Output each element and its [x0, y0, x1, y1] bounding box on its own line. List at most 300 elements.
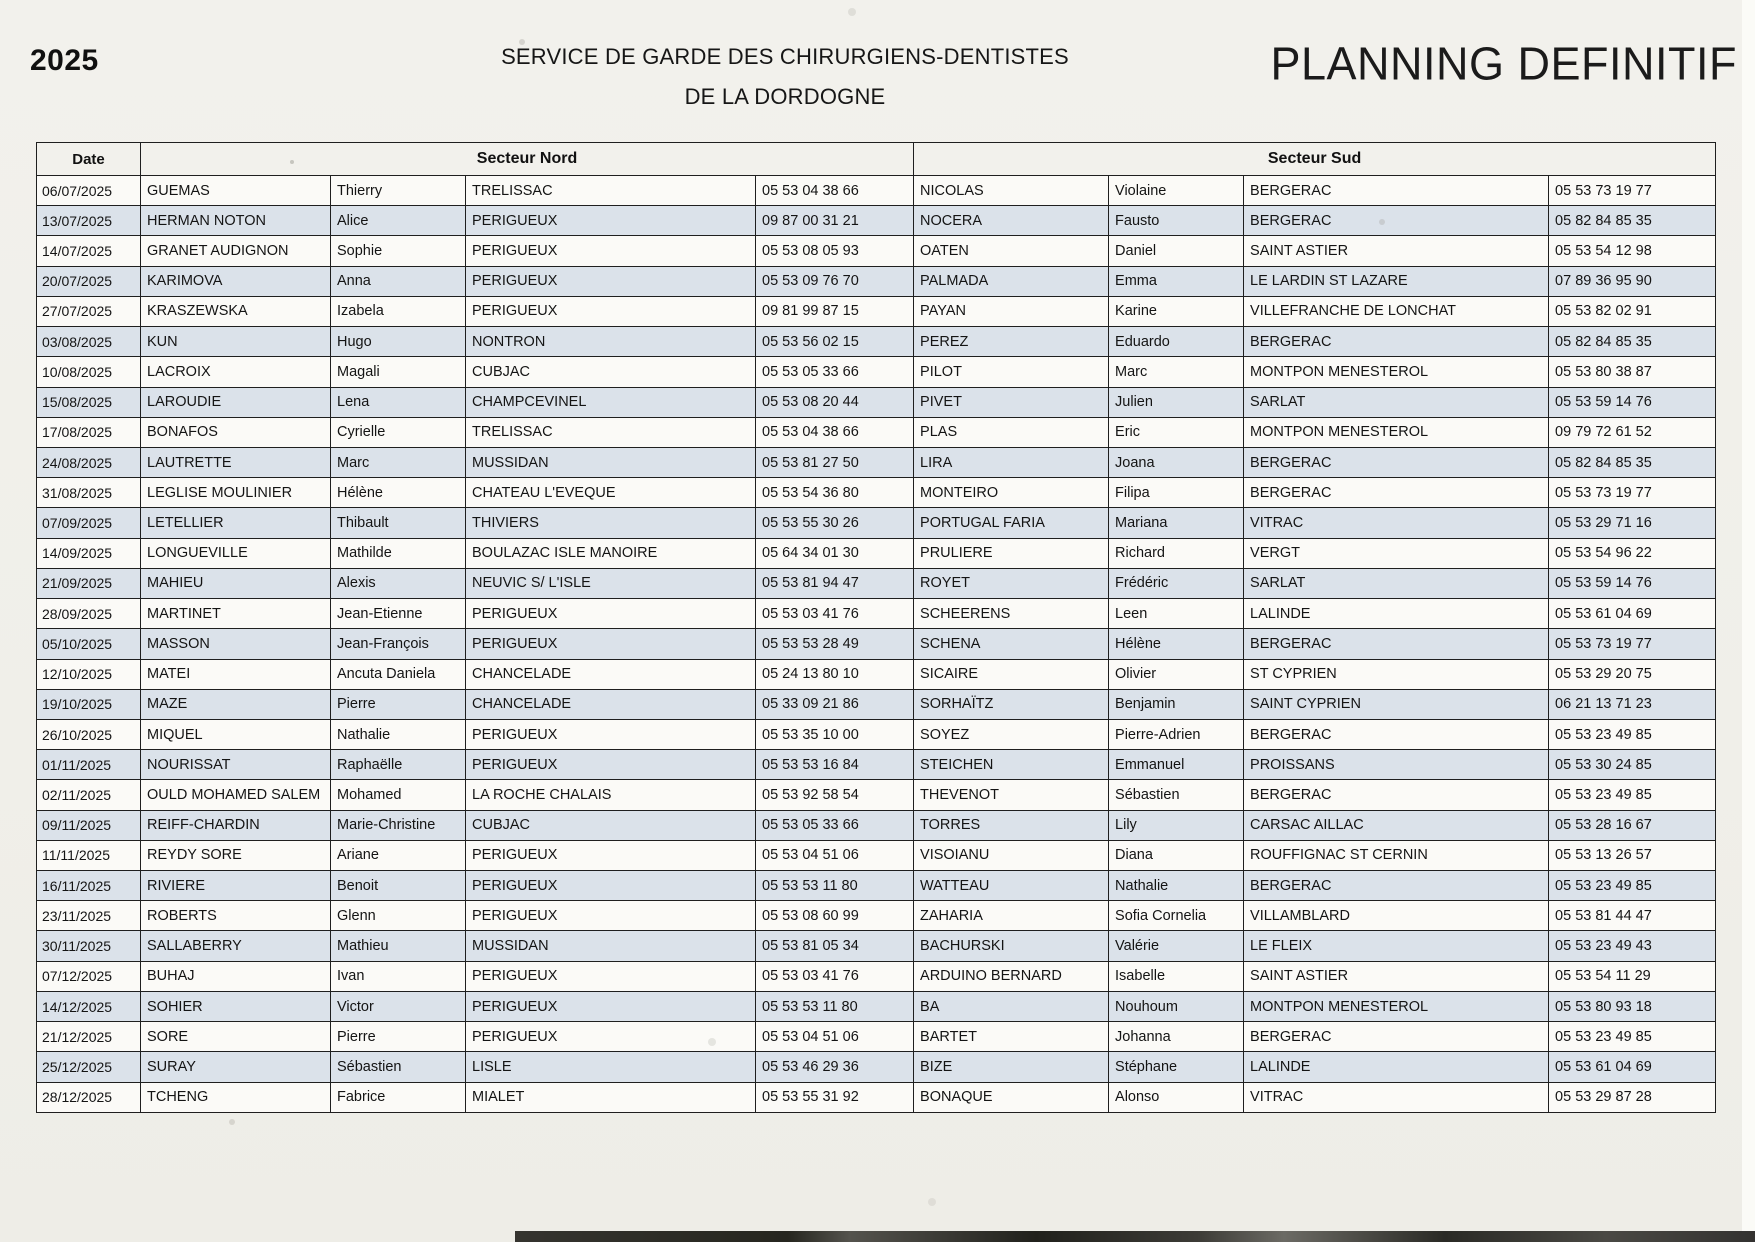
nord-phone-cell: 05 53 53 16 84	[756, 750, 914, 780]
nord-firstname-cell: Mohamed	[331, 780, 466, 810]
table-row	[37, 1022, 1716, 1052]
sud-city-cell: BERGERAC	[1244, 780, 1549, 810]
table-row	[37, 1082, 1716, 1112]
sud-name-cell: PIVET	[914, 387, 1109, 417]
sud-firstname-cell: Eric	[1109, 417, 1244, 447]
nord-firstname-cell: Raphaëlle	[331, 750, 466, 780]
nord-phone-cell: 05 24 13 80 10	[756, 659, 914, 689]
date-cell: 11/11/2025	[37, 840, 141, 870]
sud-phone-cell: 07 89 36 95 90	[1549, 266, 1716, 296]
nord-firstname-cell: Jean-Etienne	[331, 599, 466, 629]
sud-city-cell: MONTPON MENESTEROL	[1244, 417, 1549, 447]
sud-phone-cell: 05 53 13 26 57	[1549, 840, 1716, 870]
sud-name-cell: BARTET	[914, 1022, 1109, 1052]
sud-firstname-cell: Frédéric	[1109, 568, 1244, 598]
table-row	[37, 961, 1716, 991]
sud-city-cell: CARSAC AILLAC	[1244, 810, 1549, 840]
nord-name-cell: BUHAJ	[141, 961, 331, 991]
date-cell: 24/08/2025	[37, 447, 141, 477]
nord-firstname-cell: Lena	[331, 387, 466, 417]
nord-city-cell: PERIGUEUX	[466, 1022, 756, 1052]
table-row	[37, 417, 1716, 447]
sud-city-cell: LALINDE	[1244, 599, 1549, 629]
nord-name-cell: MARTINET	[141, 599, 331, 629]
sud-phone-cell: 05 53 54 96 22	[1549, 538, 1716, 568]
year-label: 2025	[30, 44, 99, 77]
sud-name-cell: PLAS	[914, 417, 1109, 447]
sud-city-cell: VITRAC	[1244, 508, 1549, 538]
sud-city-cell: LALINDE	[1244, 1052, 1549, 1082]
table-header-row	[37, 143, 1716, 176]
date-cell: 09/11/2025	[37, 810, 141, 840]
nord-firstname-cell: Thierry	[331, 176, 466, 206]
nord-firstname-cell: Pierre	[331, 689, 466, 719]
date-cell: 27/07/2025	[37, 296, 141, 326]
nord-firstname-cell: Pierre	[331, 1022, 466, 1052]
table-row	[37, 176, 1716, 206]
nord-name-cell: SORE	[141, 1022, 331, 1052]
sud-firstname-cell: Valérie	[1109, 931, 1244, 961]
nord-name-cell: SALLABERRY	[141, 931, 331, 961]
sud-name-cell: PALMADA	[914, 266, 1109, 296]
nord-name-cell: ROBERTS	[141, 901, 331, 931]
sud-city-cell: SAINT CYPRIEN	[1244, 689, 1549, 719]
nord-name-cell: KRASZEWSKA	[141, 296, 331, 326]
nord-name-cell: RIVIERE	[141, 871, 331, 901]
nord-phone-cell: 05 64 34 01 30	[756, 538, 914, 568]
sud-city-cell: PROISSANS	[1244, 750, 1549, 780]
nord-firstname-cell: Thibault	[331, 508, 466, 538]
planning-definitif-label: PLANNING DEFINITIF	[1270, 36, 1737, 90]
nord-name-cell: SOHIER	[141, 991, 331, 1021]
sud-name-cell: LIRA	[914, 447, 1109, 477]
sud-firstname-cell: Olivier	[1109, 659, 1244, 689]
nord-firstname-cell: Jean-François	[331, 629, 466, 659]
date-cell: 01/11/2025	[37, 750, 141, 780]
nord-city-cell: BOULAZAC ISLE MANOIRE	[466, 538, 756, 568]
sud-city-cell: BERGERAC	[1244, 447, 1549, 477]
nord-name-cell: GRANET AUDIGNON	[141, 236, 331, 266]
nord-city-cell: MIALET	[466, 1082, 756, 1112]
sud-city-cell: BERGERAC	[1244, 719, 1549, 749]
nord-city-cell: PERIGUEUX	[466, 236, 756, 266]
nord-city-cell: PERIGUEUX	[466, 961, 756, 991]
nord-phone-cell: 05 53 55 31 92	[756, 1082, 914, 1112]
nord-name-cell: LACROIX	[141, 357, 331, 387]
sud-city-cell: BERGERAC	[1244, 1022, 1549, 1052]
nord-name-cell: KUN	[141, 327, 331, 357]
sud-city-cell: MONTPON MENESTEROL	[1244, 357, 1549, 387]
nord-phone-cell: 05 53 54 36 80	[756, 478, 914, 508]
sud-name-cell: ARDUINO BERNARD	[914, 961, 1109, 991]
nord-city-cell: LA ROCHE CHALAIS	[466, 780, 756, 810]
date-cell: 13/07/2025	[37, 206, 141, 236]
column-header-secteur-nord: Secteur Nord	[141, 143, 914, 176]
sud-firstname-cell: Eduardo	[1109, 327, 1244, 357]
nord-city-cell: NONTRON	[466, 327, 756, 357]
nord-city-cell: THIVIERS	[466, 508, 756, 538]
sud-city-cell: VILLAMBLARD	[1244, 901, 1549, 931]
nord-phone-cell: 05 53 81 94 47	[756, 568, 914, 598]
table-row	[37, 508, 1716, 538]
sud-city-cell: BERGERAC	[1244, 871, 1549, 901]
sud-firstname-cell: Joana	[1109, 447, 1244, 477]
sud-name-cell: NICOLAS	[914, 176, 1109, 206]
scan-noise	[290, 160, 294, 164]
nord-firstname-cell: Ivan	[331, 961, 466, 991]
sud-firstname-cell: Stéphane	[1109, 1052, 1244, 1082]
date-cell: 02/11/2025	[37, 780, 141, 810]
nord-city-cell: PERIGUEUX	[466, 840, 756, 870]
sud-phone-cell: 05 82 84 85 35	[1549, 327, 1716, 357]
nord-city-cell: CUBJAC	[466, 810, 756, 840]
sud-name-cell: BA	[914, 991, 1109, 1021]
sud-city-cell: SARLAT	[1244, 387, 1549, 417]
table-row	[37, 689, 1716, 719]
sud-name-cell: PAYAN	[914, 296, 1109, 326]
sud-phone-cell: 05 53 59 14 76	[1549, 387, 1716, 417]
nord-city-cell: PERIGUEUX	[466, 750, 756, 780]
sud-name-cell: PILOT	[914, 357, 1109, 387]
nord-city-cell: CHAMPCEVINEL	[466, 387, 756, 417]
nord-firstname-cell: Victor	[331, 991, 466, 1021]
table-row	[37, 357, 1716, 387]
nord-city-cell: PERIGUEUX	[466, 719, 756, 749]
table-row	[37, 991, 1716, 1021]
sud-city-cell: SARLAT	[1244, 568, 1549, 598]
sud-firstname-cell: Marc	[1109, 357, 1244, 387]
sud-firstname-cell: Sébastien	[1109, 780, 1244, 810]
column-header-secteur-sud: Secteur Sud	[914, 143, 1716, 176]
nord-name-cell: SURAY	[141, 1052, 331, 1082]
nord-name-cell: LAROUDIE	[141, 387, 331, 417]
nord-firstname-cell: Ancuta Daniela	[331, 659, 466, 689]
nord-city-cell: PERIGUEUX	[466, 901, 756, 931]
sud-firstname-cell: Benjamin	[1109, 689, 1244, 719]
nord-firstname-cell: Hugo	[331, 327, 466, 357]
table-row	[37, 296, 1716, 326]
sud-name-cell: SCHEERENS	[914, 599, 1109, 629]
sud-phone-cell: 05 53 61 04 69	[1549, 599, 1716, 629]
nord-phone-cell: 09 81 99 87 15	[756, 296, 914, 326]
nord-city-cell: PERIGUEUX	[466, 629, 756, 659]
table-row	[37, 206, 1716, 236]
nord-name-cell: GUEMAS	[141, 176, 331, 206]
nord-firstname-cell: Sébastien	[331, 1052, 466, 1082]
nord-phone-cell: 05 53 35 10 00	[756, 719, 914, 749]
sud-firstname-cell: Nathalie	[1109, 871, 1244, 901]
sud-phone-cell: 05 53 81 44 47	[1549, 901, 1716, 931]
sud-firstname-cell: Alonso	[1109, 1082, 1244, 1112]
sud-city-cell: BERGERAC	[1244, 206, 1549, 236]
sud-name-cell: SCHENA	[914, 629, 1109, 659]
sud-phone-cell: 05 53 23 49 85	[1549, 871, 1716, 901]
sud-firstname-cell: Isabelle	[1109, 961, 1244, 991]
nord-phone-cell: 05 53 09 76 70	[756, 266, 914, 296]
nord-city-cell: PERIGUEUX	[466, 991, 756, 1021]
sud-name-cell: ROYET	[914, 568, 1109, 598]
nord-city-cell: TRELISSAC	[466, 176, 756, 206]
table-row	[37, 629, 1716, 659]
nord-phone-cell: 05 53 03 41 76	[756, 961, 914, 991]
date-cell: 17/08/2025	[37, 417, 141, 447]
nord-firstname-cell: Mathilde	[331, 538, 466, 568]
nord-city-cell: PERIGUEUX	[466, 206, 756, 236]
scan-artifact-band	[515, 1231, 1755, 1242]
sud-city-cell: SAINT ASTIER	[1244, 961, 1549, 991]
nord-firstname-cell: Marie-Christine	[331, 810, 466, 840]
date-cell: 28/09/2025	[37, 599, 141, 629]
nord-name-cell: LAUTRETTE	[141, 447, 331, 477]
sud-phone-cell: 05 53 73 19 77	[1549, 478, 1716, 508]
nord-firstname-cell: Anna	[331, 266, 466, 296]
sud-firstname-cell: Johanna	[1109, 1022, 1244, 1052]
sud-name-cell: PEREZ	[914, 327, 1109, 357]
table-row	[37, 901, 1716, 931]
sud-phone-cell: 05 53 23 49 43	[1549, 931, 1716, 961]
nord-name-cell: REIFF-CHARDIN	[141, 810, 331, 840]
nord-name-cell: LEGLISE MOULINIER	[141, 478, 331, 508]
nord-phone-cell: 05 53 04 51 06	[756, 840, 914, 870]
sud-phone-cell: 05 53 54 12 98	[1549, 236, 1716, 266]
sud-name-cell: BONAQUE	[914, 1082, 1109, 1112]
table-row	[37, 236, 1716, 266]
sud-name-cell: BIZE	[914, 1052, 1109, 1082]
sud-name-cell: STEICHEN	[914, 750, 1109, 780]
on-call-schedule-table	[36, 142, 1716, 1113]
sud-phone-cell: 05 53 29 20 75	[1549, 659, 1716, 689]
sud-city-cell: BERGERAC	[1244, 327, 1549, 357]
sud-name-cell: PRULIERE	[914, 538, 1109, 568]
sud-city-cell: VILLEFRANCHE DE LONCHAT	[1244, 296, 1549, 326]
nord-phone-cell: 05 53 08 05 93	[756, 236, 914, 266]
sud-name-cell: WATTEAU	[914, 871, 1109, 901]
sud-firstname-cell: Daniel	[1109, 236, 1244, 266]
nord-firstname-cell: Mathieu	[331, 931, 466, 961]
sud-firstname-cell: Violaine	[1109, 176, 1244, 206]
sud-city-cell: LE LARDIN ST LAZARE	[1244, 266, 1549, 296]
sud-phone-cell: 05 53 29 71 16	[1549, 508, 1716, 538]
date-cell: 14/12/2025	[37, 991, 141, 1021]
nord-phone-cell: 05 53 81 27 50	[756, 447, 914, 477]
sud-name-cell: NOCERA	[914, 206, 1109, 236]
sud-phone-cell: 05 53 80 38 87	[1549, 357, 1716, 387]
sud-firstname-cell: Diana	[1109, 840, 1244, 870]
nord-name-cell: MAZE	[141, 689, 331, 719]
date-cell: 25/12/2025	[37, 1052, 141, 1082]
nord-phone-cell: 05 53 04 38 66	[756, 417, 914, 447]
nord-city-cell: LISLE	[466, 1052, 756, 1082]
date-cell: 07/09/2025	[37, 508, 141, 538]
date-cell: 03/08/2025	[37, 327, 141, 357]
sud-firstname-cell: Nouhoum	[1109, 991, 1244, 1021]
nord-city-cell: MUSSIDAN	[466, 931, 756, 961]
sud-firstname-cell: Filipa	[1109, 478, 1244, 508]
sud-city-cell: MONTPON MENESTEROL	[1244, 991, 1549, 1021]
nord-city-cell: CHANCELADE	[466, 659, 756, 689]
sud-firstname-cell: Mariana	[1109, 508, 1244, 538]
sud-phone-cell: 05 53 73 19 77	[1549, 629, 1716, 659]
date-cell: 23/11/2025	[37, 901, 141, 931]
table-row	[37, 840, 1716, 870]
table-row	[37, 780, 1716, 810]
sud-name-cell: OATEN	[914, 236, 1109, 266]
nord-phone-cell: 05 53 04 51 06	[756, 1022, 914, 1052]
date-cell: 26/10/2025	[37, 719, 141, 749]
date-cell: 28/12/2025	[37, 1082, 141, 1112]
sud-firstname-cell: Hélène	[1109, 629, 1244, 659]
sud-city-cell: BERGERAC	[1244, 478, 1549, 508]
nord-city-cell: TRELISSAC	[466, 417, 756, 447]
table-row	[37, 750, 1716, 780]
scan-paper-edge	[1742, 0, 1755, 1242]
nord-firstname-cell: Nathalie	[331, 719, 466, 749]
table-row	[37, 327, 1716, 357]
nord-firstname-cell: Benoit	[331, 871, 466, 901]
nord-phone-cell: 05 53 08 60 99	[756, 901, 914, 931]
sud-name-cell: TORRES	[914, 810, 1109, 840]
sud-phone-cell: 05 82 84 85 35	[1549, 447, 1716, 477]
sud-phone-cell: 05 53 54 11 29	[1549, 961, 1716, 991]
sud-phone-cell: 05 53 23 49 85	[1549, 1022, 1716, 1052]
nord-name-cell: MAHIEU	[141, 568, 331, 598]
table-row	[37, 266, 1716, 296]
nord-firstname-cell: Hélène	[331, 478, 466, 508]
nord-firstname-cell: Alexis	[331, 568, 466, 598]
sud-name-cell: BACHURSKI	[914, 931, 1109, 961]
nord-phone-cell: 05 53 56 02 15	[756, 327, 914, 357]
table-row	[37, 568, 1716, 598]
date-cell: 10/08/2025	[37, 357, 141, 387]
nord-phone-cell: 05 33 09 21 86	[756, 689, 914, 719]
nord-phone-cell: 05 53 05 33 66	[756, 357, 914, 387]
date-cell: 31/08/2025	[37, 478, 141, 508]
nord-city-cell: MUSSIDAN	[466, 447, 756, 477]
date-cell: 19/10/2025	[37, 689, 141, 719]
table-row	[37, 478, 1716, 508]
nord-city-cell: PERIGUEUX	[466, 296, 756, 326]
sud-phone-cell: 05 53 23 49 85	[1549, 719, 1716, 749]
sud-name-cell: PORTUGAL FARIA	[914, 508, 1109, 538]
sud-city-cell: LE FLEIX	[1244, 931, 1549, 961]
sud-phone-cell: 05 53 59 14 76	[1549, 568, 1716, 598]
sud-phone-cell: 05 53 30 24 85	[1549, 750, 1716, 780]
sud-phone-cell: 05 53 23 49 85	[1549, 780, 1716, 810]
nord-name-cell: NOURISSAT	[141, 750, 331, 780]
nord-city-cell: CUBJAC	[466, 357, 756, 387]
table-row	[37, 387, 1716, 417]
date-cell: 21/09/2025	[37, 568, 141, 598]
nord-firstname-cell: Sophie	[331, 236, 466, 266]
nord-phone-cell: 05 53 53 28 49	[756, 629, 914, 659]
sud-firstname-cell: Pierre-Adrien	[1109, 719, 1244, 749]
nord-phone-cell: 05 53 46 29 36	[756, 1052, 914, 1082]
table-row	[37, 1052, 1716, 1082]
nord-city-cell: CHATEAU L'EVEQUE	[466, 478, 756, 508]
sud-phone-cell: 05 53 80 93 18	[1549, 991, 1716, 1021]
date-cell: 16/11/2025	[37, 871, 141, 901]
nord-name-cell: HERMAN NOTON	[141, 206, 331, 236]
date-cell: 14/07/2025	[37, 236, 141, 266]
date-cell: 15/08/2025	[37, 387, 141, 417]
sud-name-cell: MONTEIRO	[914, 478, 1109, 508]
date-cell: 30/11/2025	[37, 931, 141, 961]
sud-phone-cell: 05 53 29 87 28	[1549, 1082, 1716, 1112]
sud-name-cell: VISOIANU	[914, 840, 1109, 870]
sud-city-cell: VERGT	[1244, 538, 1549, 568]
nord-phone-cell: 05 53 08 20 44	[756, 387, 914, 417]
sud-firstname-cell: Fausto	[1109, 206, 1244, 236]
date-cell: 07/12/2025	[37, 961, 141, 991]
column-header-date: Date	[37, 143, 141, 176]
date-cell: 21/12/2025	[37, 1022, 141, 1052]
nord-city-cell: NEUVIC S/ L'ISLE	[466, 568, 756, 598]
sud-city-cell: ROUFFIGNAC ST CERNIN	[1244, 840, 1549, 870]
sud-name-cell: SOYEZ	[914, 719, 1109, 749]
nord-firstname-cell: Glenn	[331, 901, 466, 931]
date-cell: 06/07/2025	[37, 176, 141, 206]
sud-name-cell: THEVENOT	[914, 780, 1109, 810]
nord-phone-cell: 05 53 92 58 54	[756, 780, 914, 810]
table-row	[37, 871, 1716, 901]
nord-name-cell: MASSON	[141, 629, 331, 659]
nord-city-cell: PERIGUEUX	[466, 871, 756, 901]
sud-name-cell: ZAHARIA	[914, 901, 1109, 931]
date-cell: 12/10/2025	[37, 659, 141, 689]
nord-phone-cell: 05 53 53 11 80	[756, 871, 914, 901]
nord-city-cell: CHANCELADE	[466, 689, 756, 719]
nord-firstname-cell: Cyrielle	[331, 417, 466, 447]
nord-name-cell: KARIMOVA	[141, 266, 331, 296]
nord-firstname-cell: Alice	[331, 206, 466, 236]
nord-name-cell: LETELLIER	[141, 508, 331, 538]
sud-firstname-cell: Julien	[1109, 387, 1244, 417]
sud-firstname-cell: Lily	[1109, 810, 1244, 840]
nord-phone-cell: 09 87 00 31 21	[756, 206, 914, 236]
nord-phone-cell: 05 53 05 33 66	[756, 810, 914, 840]
table-row	[37, 599, 1716, 629]
sud-name-cell: SORHAÏTZ	[914, 689, 1109, 719]
sud-firstname-cell: Richard	[1109, 538, 1244, 568]
sud-phone-cell: 06 21 13 71 23	[1549, 689, 1716, 719]
sud-phone-cell: 05 82 84 85 35	[1549, 206, 1716, 236]
nord-phone-cell: 05 53 04 38 66	[756, 176, 914, 206]
nord-city-cell: PERIGUEUX	[466, 599, 756, 629]
nord-phone-cell: 05 53 03 41 76	[756, 599, 914, 629]
sud-firstname-cell: Sofia Cornelia	[1109, 901, 1244, 931]
sud-phone-cell: 05 53 73 19 77	[1549, 176, 1716, 206]
sud-city-cell: BERGERAC	[1244, 629, 1549, 659]
sud-name-cell: SICAIRE	[914, 659, 1109, 689]
sud-firstname-cell: Emma	[1109, 266, 1244, 296]
document-title-line2: DE LA DORDOGNE	[684, 84, 886, 109]
nord-name-cell: REYDY SORE	[141, 840, 331, 870]
nord-name-cell: OULD MOHAMED SALEM	[141, 780, 331, 810]
sud-city-cell: BERGERAC	[1244, 176, 1549, 206]
table-row	[37, 659, 1716, 689]
table-row	[37, 538, 1716, 568]
sud-city-cell: VITRAC	[1244, 1082, 1549, 1112]
nord-firstname-cell: Marc	[331, 447, 466, 477]
table-row	[37, 719, 1716, 749]
nord-city-cell: PERIGUEUX	[466, 266, 756, 296]
sud-phone-cell: 09 79 72 61 52	[1549, 417, 1716, 447]
nord-phone-cell: 05 53 53 11 80	[756, 991, 914, 1021]
nord-name-cell: MIQUEL	[141, 719, 331, 749]
sud-city-cell: ST CYPRIEN	[1244, 659, 1549, 689]
nord-phone-cell: 05 53 55 30 26	[756, 508, 914, 538]
date-cell: 20/07/2025	[37, 266, 141, 296]
